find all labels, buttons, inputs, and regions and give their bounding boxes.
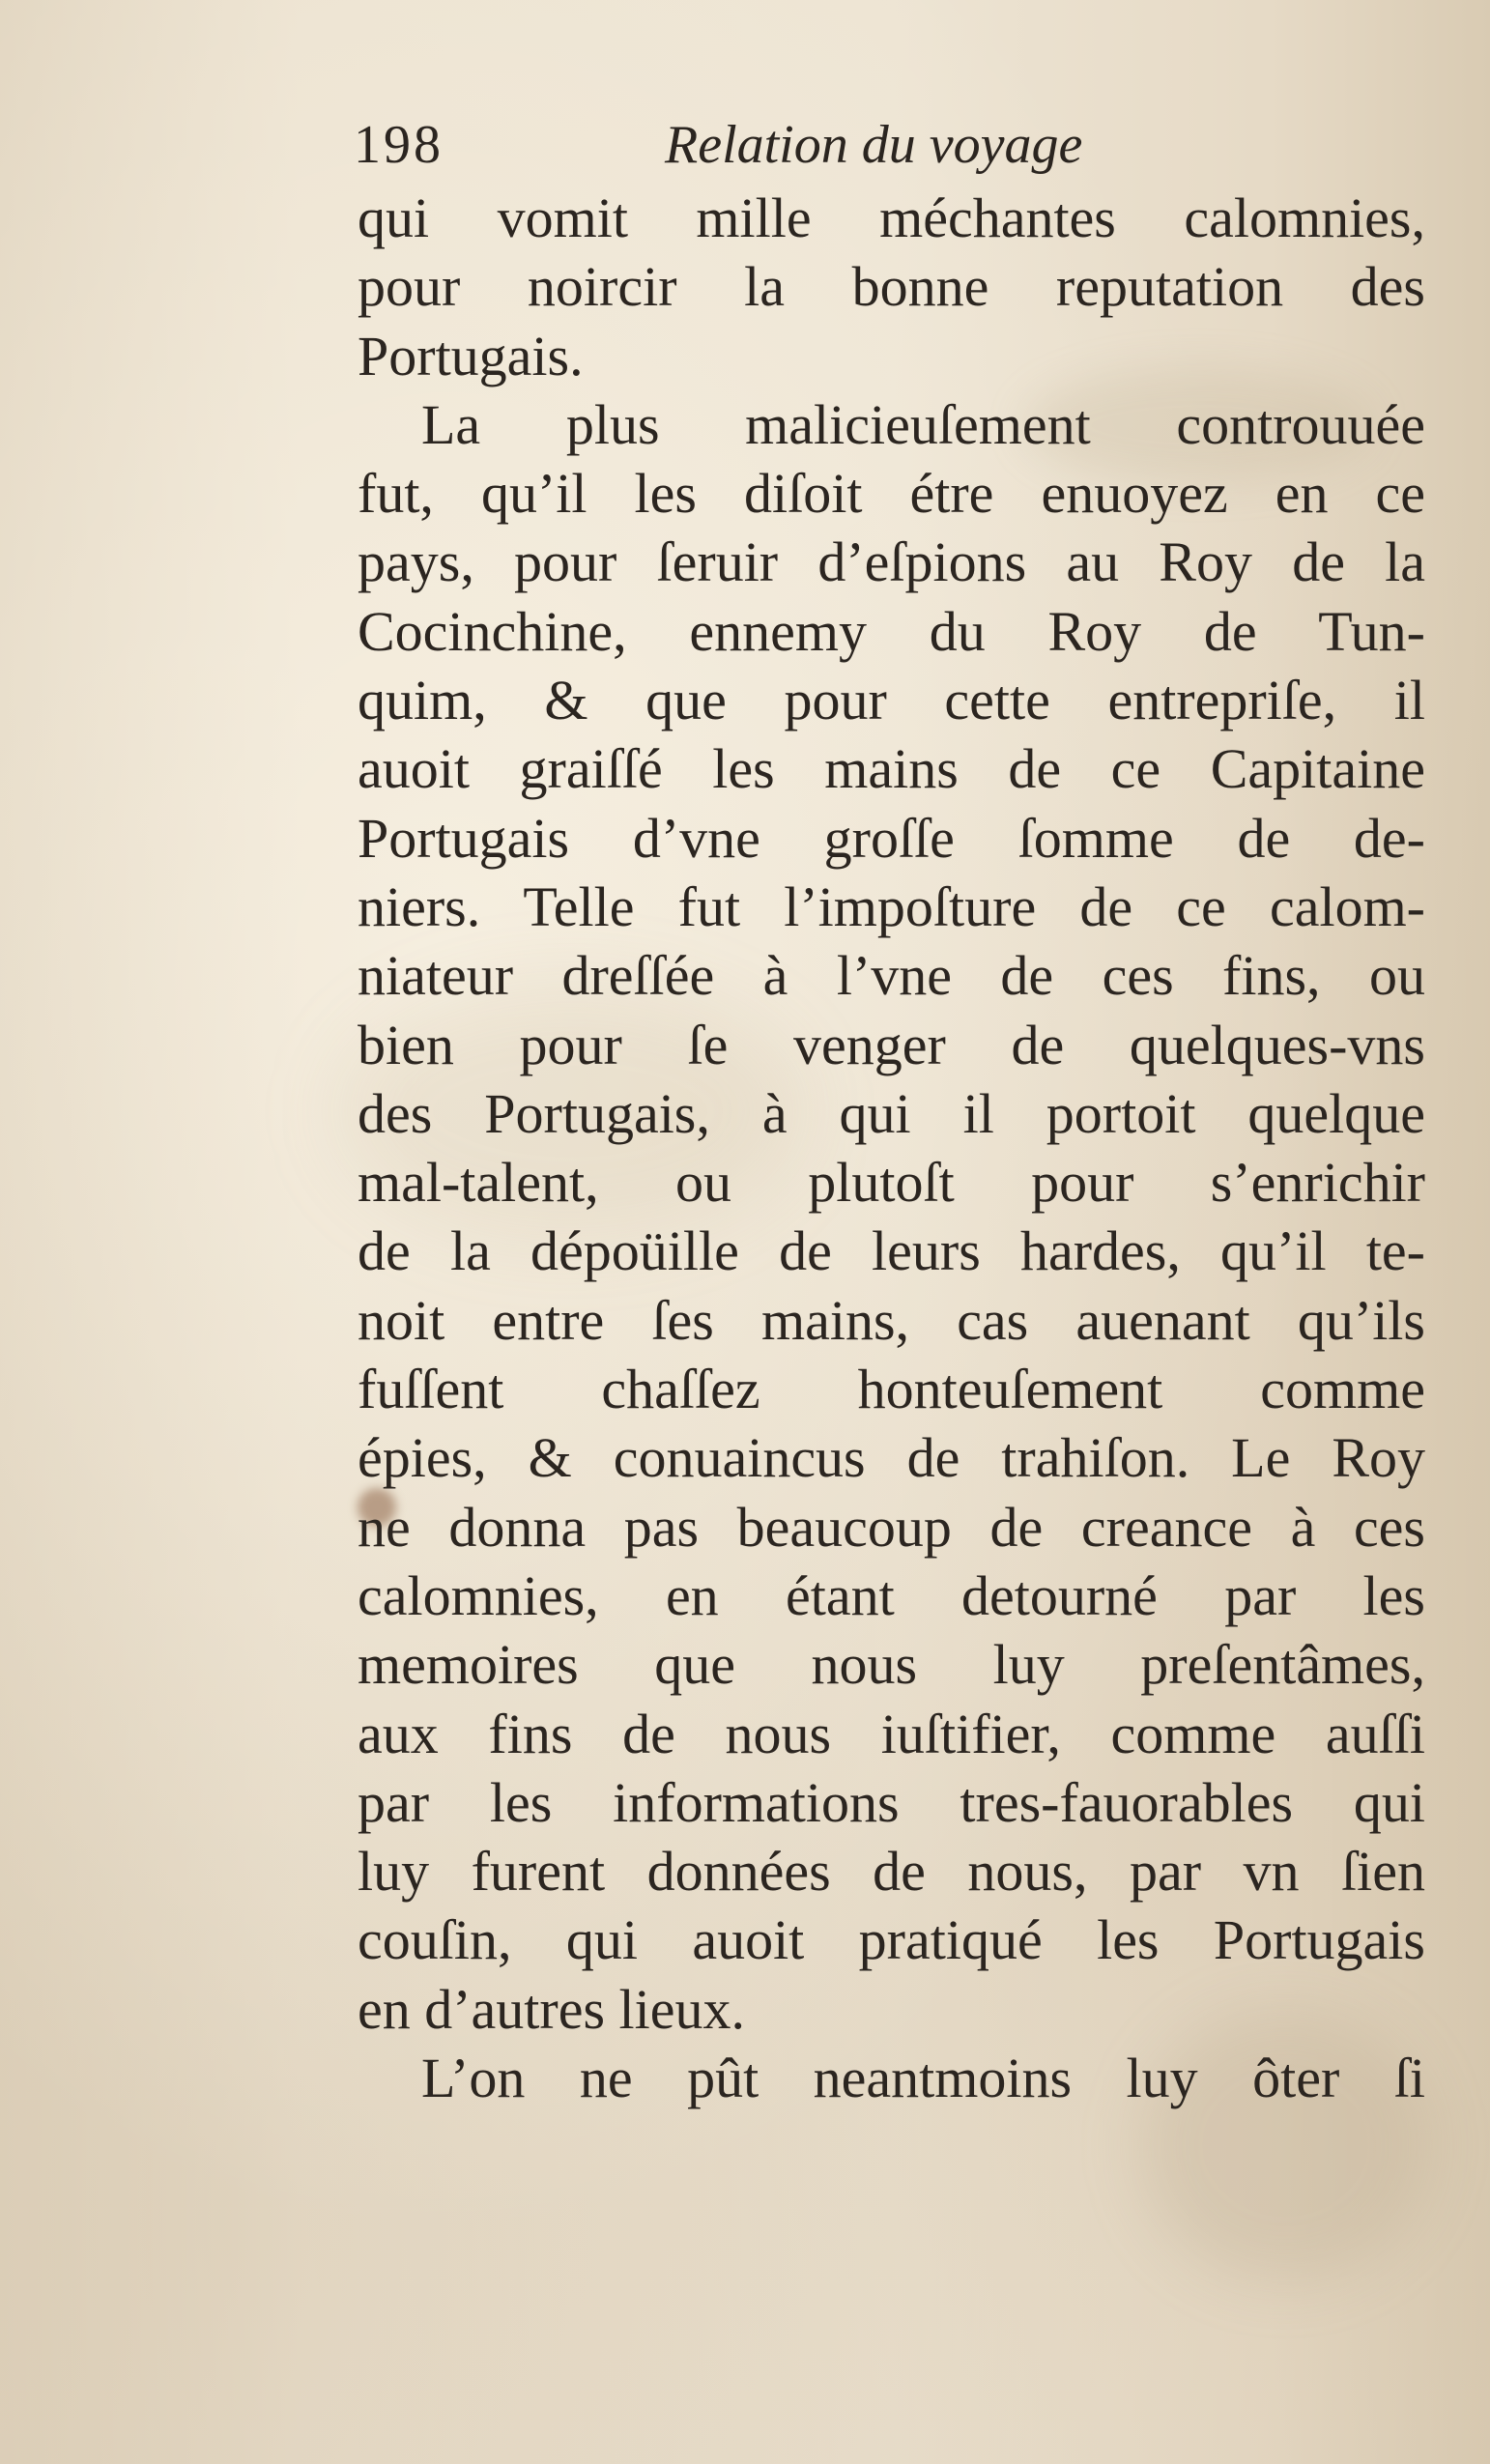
page-header [354,106,1426,193]
text-line: auoit graiſſé les mains de ce Capitaine [358,737,1425,801]
page-number: 198 [354,115,444,175]
body-text [358,184,1425,2112]
text-line: noit entre ſes mains, cas auenant qu’ils [358,1288,1425,1352]
text-line: quim, & que pour cette entrepriſe, il [358,669,1425,732]
text-line: des Portugais, à qui il portoit quelque [358,1081,1425,1145]
text-line: ne donna pas beaucoup de creance à ces [358,1495,1425,1559]
text-line: L’on ne pût neantmoins luy ôter ſi [421,2047,1425,2110]
text-line: fut, qu’il les diſoit étre enuoyez en ce [358,462,1425,526]
text-line: qui vomit mille méchantes calomnies, [358,186,1425,249]
text-line: aux fins de nous iuſtifier, comme auſſi [358,1702,1425,1765]
text-line: Cocinchine, ennemy du Roy de Tun- [358,599,1425,663]
running-head: Relation du voyage [665,115,1083,175]
text-line: niers. Telle fut l’impoſture de ce calom- [358,874,1425,938]
text-line: pays, pour ſeruir d’eſpions au Roy de la [358,530,1425,594]
text-line: bien pour ſe venger de quelques-vns [358,1013,1425,1076]
text-line: niateur dreſſée à l’vne de ces fins, ou [358,944,1425,1008]
text-line: par les informations tres-fauorables qui [358,1770,1425,1834]
text-line: épies, & conuaincus de trahiſon. Le Roy [358,1426,1425,1490]
text-line: de la dépoüille de leurs hardes, qu’il te- [358,1219,1425,1283]
text-line: La plus malicieuſement controuuée [421,392,1425,456]
text-line: luy furent données de nous, par vn ſien [358,1840,1425,1904]
text-line: calomnies, en étant detourné par les [358,1563,1425,1627]
text-line: pour noircir la bonne reputation des [358,255,1425,319]
text-line: Portugais d’vne groſſe ſomme de de- [358,806,1425,870]
text-line: memoires que nous luy preſentâmes, [358,1633,1425,1697]
text-line: mal-talent, ou plutoſt pour s’enrichir [358,1151,1425,1215]
text-line: couſin, qui auoit pratiqué les Portugais [358,1908,1425,1972]
text-line: fuſſent chaſſez honteuſement comme [358,1358,1425,1421]
text-line: Portugais. [358,324,584,387]
text-line: en d’autres lieux. [358,1977,746,2041]
